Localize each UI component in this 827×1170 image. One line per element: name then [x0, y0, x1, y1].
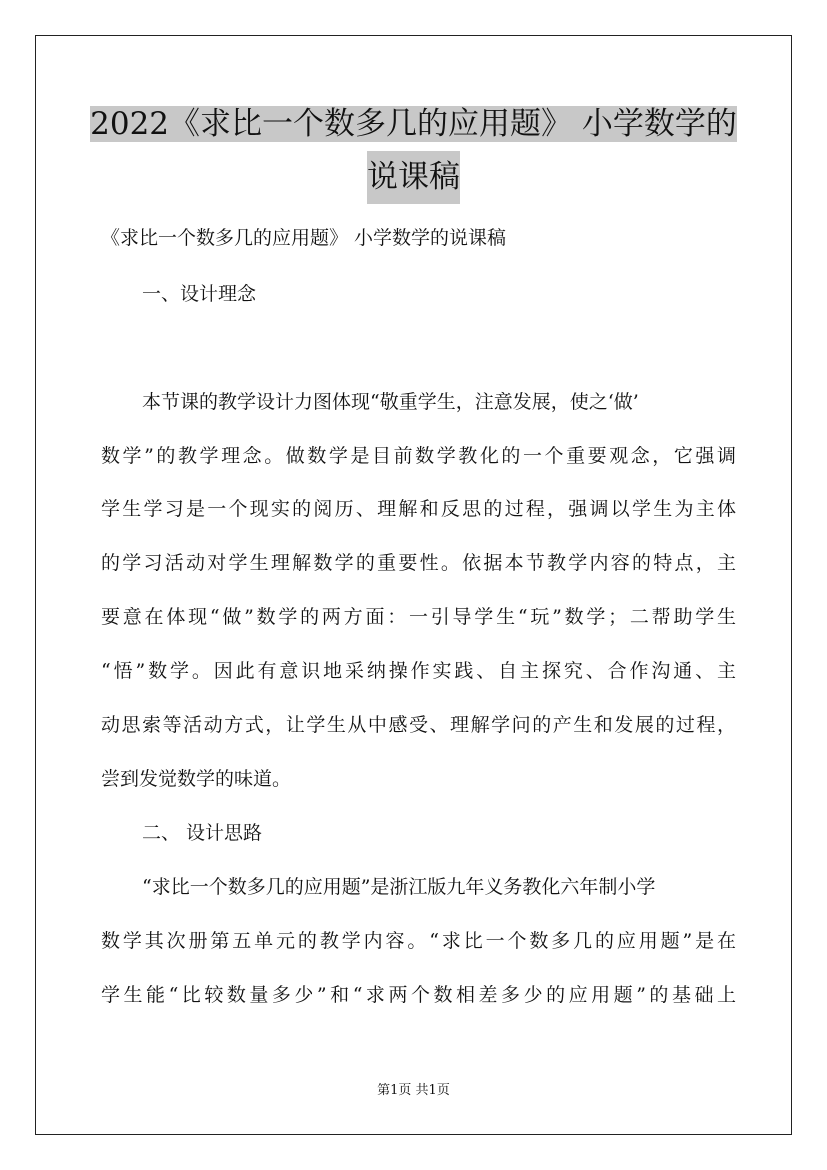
paragraph-line: 数学其次册第五单元的教学内容。“求比一个数多几的应用题”是在	[101, 930, 736, 952]
paragraph-line: 动思索等活动方式，让学生从中感受、理解学问的产生和发展的过程，	[101, 714, 736, 736]
paragraph-line: 本节课的教学设计力图体现“敬重学生，注意发展，使之‘做’	[142, 391, 639, 413]
section-2-heading: 二、 设计思路	[142, 822, 263, 844]
paragraph-line: 数学”的教学理念。做数学是目前数学教化的一个重要观念，它强调	[101, 445, 736, 467]
paragraph-line: 的学习活动对学生理解数学的重要性。依据本节教学内容的特点，主	[101, 552, 736, 574]
title-line-1: 2022《求比一个数多几的应用题》 小学数学的	[90, 106, 737, 142]
title-line-2: 说课稿	[367, 151, 460, 204]
paragraph-line: “求比一个数多几的应用题”是浙江版九年义务教化六年制小学	[142, 876, 656, 898]
section-1-heading: 一、设计理念	[142, 283, 257, 305]
paragraph-line: 学生学习是一个现实的阅历、理解和反思的过程，强调以学生为主体	[101, 498, 736, 520]
paragraph-line: 要意在体现“做”数学的两方面：一引导学生“玩”数学；二帮助学生	[101, 606, 736, 628]
document-subtitle: 《求比一个数多几的应用题》 小学数学的说课稿	[101, 227, 507, 249]
page-number-footer: 第1页 共1页	[377, 1083, 450, 1098]
paragraph-line: “悟”数学。因此有意识地采纳操作实践、自主探究、合作沟通、主	[101, 660, 736, 682]
paragraph-line: 尝到发觉数学的味道。	[101, 768, 292, 790]
paragraph-line: 学生能“比较数量多少”和“求两个数相差多少的应用题”的基础上	[101, 984, 736, 1006]
document-title	[0, 98, 827, 204]
